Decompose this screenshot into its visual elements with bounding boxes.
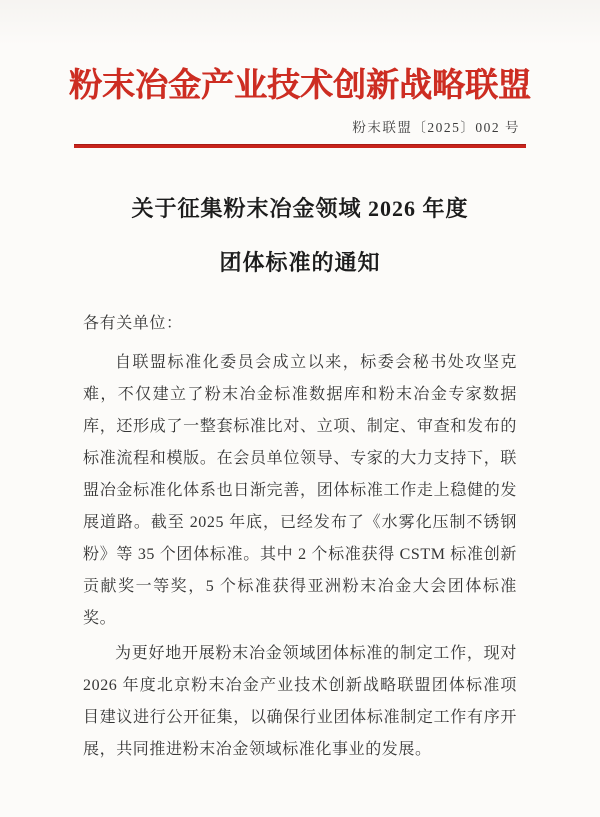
doc-body xyxy=(83,308,517,766)
salutation: 各有关单位： xyxy=(83,315,183,332)
doc-title-line1: 关于征集粉末冶金领域 2026 年度 xyxy=(131,196,469,221)
doc-title-line2: 团体标准的通知 xyxy=(219,250,381,275)
header-divider xyxy=(74,144,526,148)
doc-title xyxy=(0,194,600,278)
masthead xyxy=(0,0,600,148)
org-title: 粉末冶金产业技术创新战略联盟 xyxy=(69,68,531,104)
doc-number: 粉末联盟〔2025〕002 号 xyxy=(352,120,520,135)
body-paragraph-2: 为更好地开展粉末冶金领域团体标准的制定工作，现对 2026 年度北京粉末冶金产业技术创新战略联盟团体标准项目建议进行公开征集，以确保行业团体标准制定工作有序开展，共同推进粉末冶金领域标准化事业的发展。 xyxy=(83,645,517,758)
body-paragraph-1: 自联盟标准化委员会成立以来，标委会秘书处攻坚克难，不仅建立了粉末冶金标准数据库和粉末冶金专家数据库，还形成了一整套标准比对、立项、制定、审查和发布的标准流程和模版。在会员单位领导、专家的大力支持下，联盟冶金标准化体系也日渐完善，团体标准工作走上稳健的发展道路。截至 2025 年底，已经发布了《水雾化压制不锈钢粉》等 35 个团体标准。其中 2 个标准获得 CSTM 标准创新贡献奖一等奖，5 个标准获得亚洲粉末冶金大会团体标准奖。 xyxy=(83,354,517,627)
